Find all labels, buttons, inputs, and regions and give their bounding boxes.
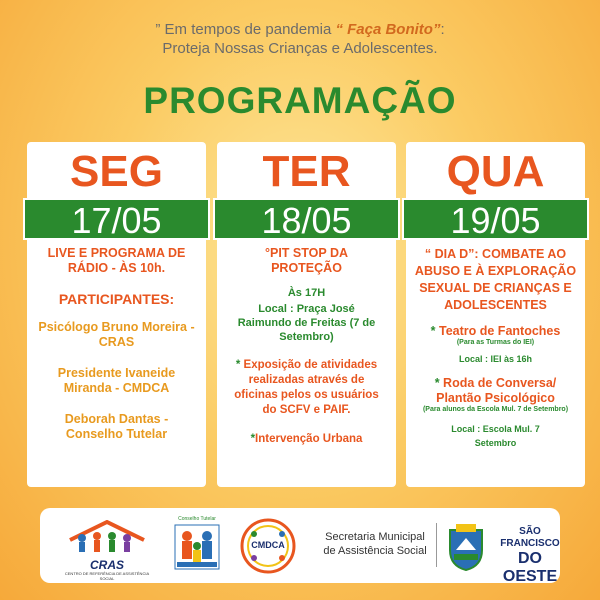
event-location: Local : Praça José Raimundo de Freitas (7 de Setembro) <box>237 303 376 343</box>
activity-1: * Exposição de atividades realizadas através de oficinas pelos os usuários do SCFV e PAIF. <box>234 359 379 416</box>
participants-label: PARTICIPANTES: <box>58 291 175 307</box>
activity-2: * Roda de Conversa/ Plantão Psicológico <box>434 376 557 405</box>
quote-bold: “ Faça Bonito” <box>335 21 441 38</box>
date-banner: 19/05 <box>402 198 589 240</box>
cras-logo <box>62 520 152 581</box>
date-banner: 18/05 <box>213 198 400 240</box>
day-card-monday <box>27 142 206 487</box>
event-title: “ DIA D”: COMBATE AO ABUSO E À EXPLORAÇÃO SEXUAL DE CRIANÇAS E ADOLESCENTES <box>414 247 577 312</box>
conselho-text: Conselho Tutelar <box>178 516 216 522</box>
quote-close: : <box>440 21 445 38</box>
participant-2: Presidente Ivaneide Miranda - CMDCA <box>57 366 176 395</box>
activity-1: * Teatro de Fantoches <box>430 324 561 338</box>
conselho-tutelar-logo <box>172 516 222 576</box>
cmdca-logo <box>240 518 296 574</box>
activity-2: *Intervenção Urbana <box>250 433 363 445</box>
family-icon <box>172 522 222 572</box>
star-icon: * <box>430 324 439 338</box>
day-card-tuesday <box>217 142 396 487</box>
quote-line2: Proteja Nossas Crianças e Adolescentes. <box>162 40 438 57</box>
day-label: QUA <box>446 147 545 196</box>
activity-1-location: Local : IEI às 16h <box>458 354 533 364</box>
activity-2-location: Local : Escola Mul. 7 Setembro <box>451 424 540 448</box>
cras-text: CRAS <box>89 558 124 572</box>
footer-logos <box>40 508 560 583</box>
town-name-bottom: DO OESTE <box>502 550 558 585</box>
town-name-top: SÃO FRANCISCO <box>500 526 560 549</box>
campaign-quote <box>0 20 600 58</box>
cmdca-text: CMDCA <box>251 540 285 550</box>
participant-1: Psicólogo Bruno Moreira - CRAS <box>38 320 195 349</box>
participant-3: Deborah Dantas - Conselho Tutelar <box>64 412 169 441</box>
event-title: °PIT STOP DA PROTEÇÃO <box>264 246 349 275</box>
day-label: SEG <box>70 147 163 196</box>
quote-open: ” Em tempos de pandemia <box>155 21 336 38</box>
town-coat-of-arms-icon <box>442 520 490 572</box>
activity-2-note: (Para alunos da Escola Mul. 7 de Setembro) <box>422 406 569 413</box>
star-icon: * <box>434 376 444 390</box>
footer-divider <box>436 523 437 567</box>
event-title: LIVE E PROGRAMA DE RÁDIO - ÀS 10h. <box>47 246 186 275</box>
secretaria-text: Secretaria Municipal de Assistência Social <box>323 531 427 557</box>
date-banner: 17/05 <box>23 198 210 240</box>
activity-1-note: (Para as Turmas do IEI) <box>456 339 535 346</box>
star-icon: * <box>235 359 244 371</box>
cras-subtitle: CENTRO DE REFERÊNCIA DE ASSISTÊNCIA SOCIAL <box>64 571 150 581</box>
day-card-wednesday <box>406 142 585 487</box>
town-name <box>495 526 565 586</box>
cras-people-icon <box>62 520 152 554</box>
star-icon: * <box>250 433 256 445</box>
day-label: TER <box>262 147 351 196</box>
event-time: Às 17H <box>287 287 326 299</box>
page-title: PROGRAMAÇÃO <box>143 80 457 121</box>
